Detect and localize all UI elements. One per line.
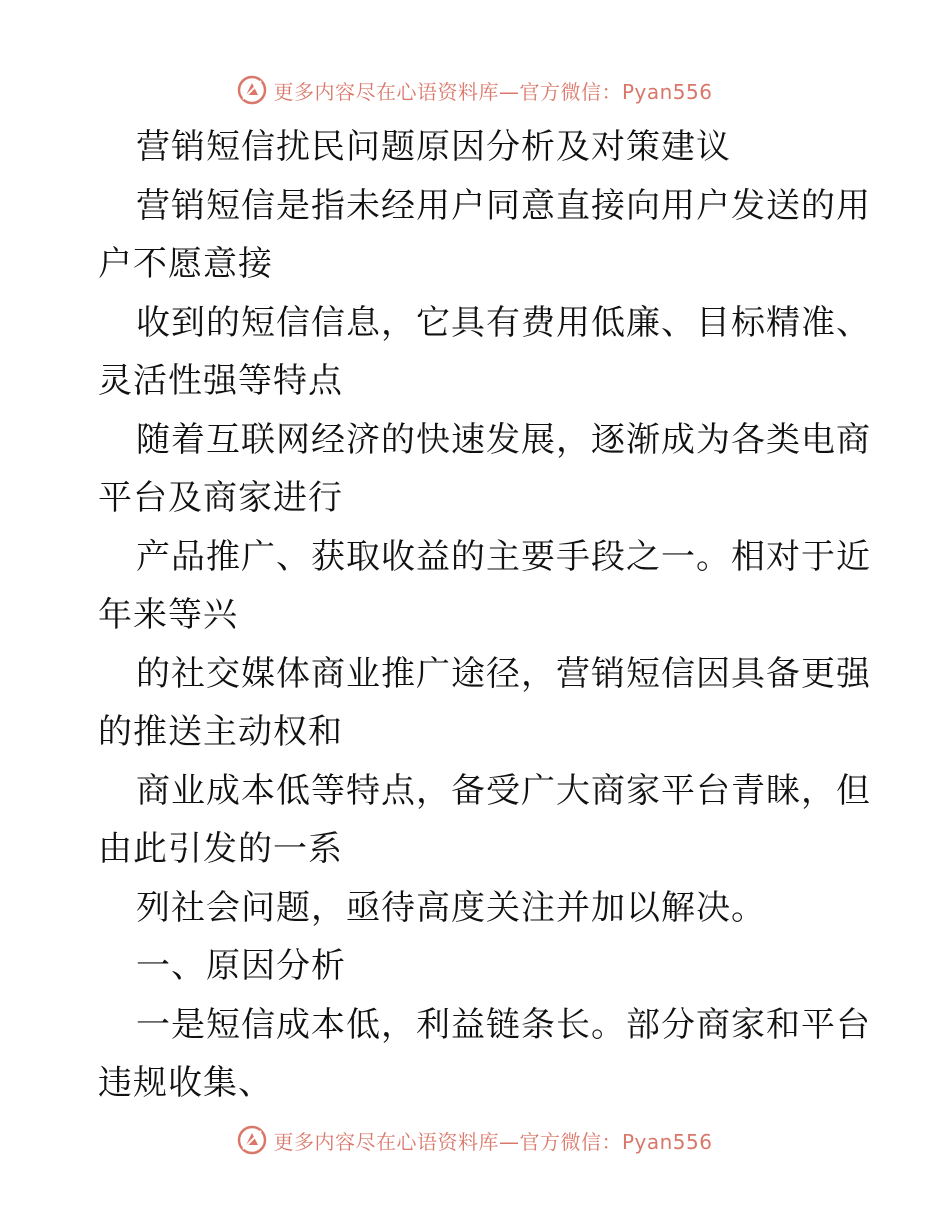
text-line: 随着互联网经济的快速发展，逐渐成为各类电商: [136, 419, 871, 460]
text-line: 户不愿意接: [98, 244, 273, 284]
text-line: 的推送主动权和: [98, 712, 343, 752]
logo-icon: [237, 75, 267, 105]
watermark-text: 更多内容尽在心语资料库—官方微信：Pyan556: [273, 1129, 713, 1154]
text-line: 年来等兴: [98, 595, 238, 635]
text-line: 的社交媒体商业推广途径，营销短信因具备更强: [136, 653, 871, 694]
text-line: 灵活性强等特点: [98, 361, 343, 401]
text-line: 营销短信扰民问题原因分析及对策建议: [136, 127, 731, 167]
watermark-header: [0, 70, 950, 110]
text-line: 收到的短信信息，它具有费用低廉、目标精准、: [136, 302, 871, 343]
text-line: 违规收集、: [98, 1063, 273, 1103]
logo-icon: [237, 1125, 267, 1155]
text-line: 平台及商家进行: [98, 478, 343, 518]
text-line: 由此引发的一系: [98, 829, 343, 869]
watermark-text: 更多内容尽在心语资料库—官方微信：Pyan556: [273, 79, 713, 104]
text-line: 一是短信成本低，利益链条长。部分商家和平台: [136, 1004, 871, 1045]
text-line: 产品推广、获取收益的主要手段之一。相对于近: [136, 536, 871, 577]
text-line: 一、原因分析: [136, 946, 346, 986]
text-line: 营销短信是指未经用户同意直接向用户发送的用: [136, 185, 871, 226]
watermark-footer: [0, 1120, 950, 1160]
text-line: 列社会问题，亟待高度关注并加以解决。: [136, 887, 766, 928]
text-line: 商业成本低等特点，备受广大商家平台青睐，但: [136, 770, 871, 811]
document-body: [98, 118, 871, 1113]
